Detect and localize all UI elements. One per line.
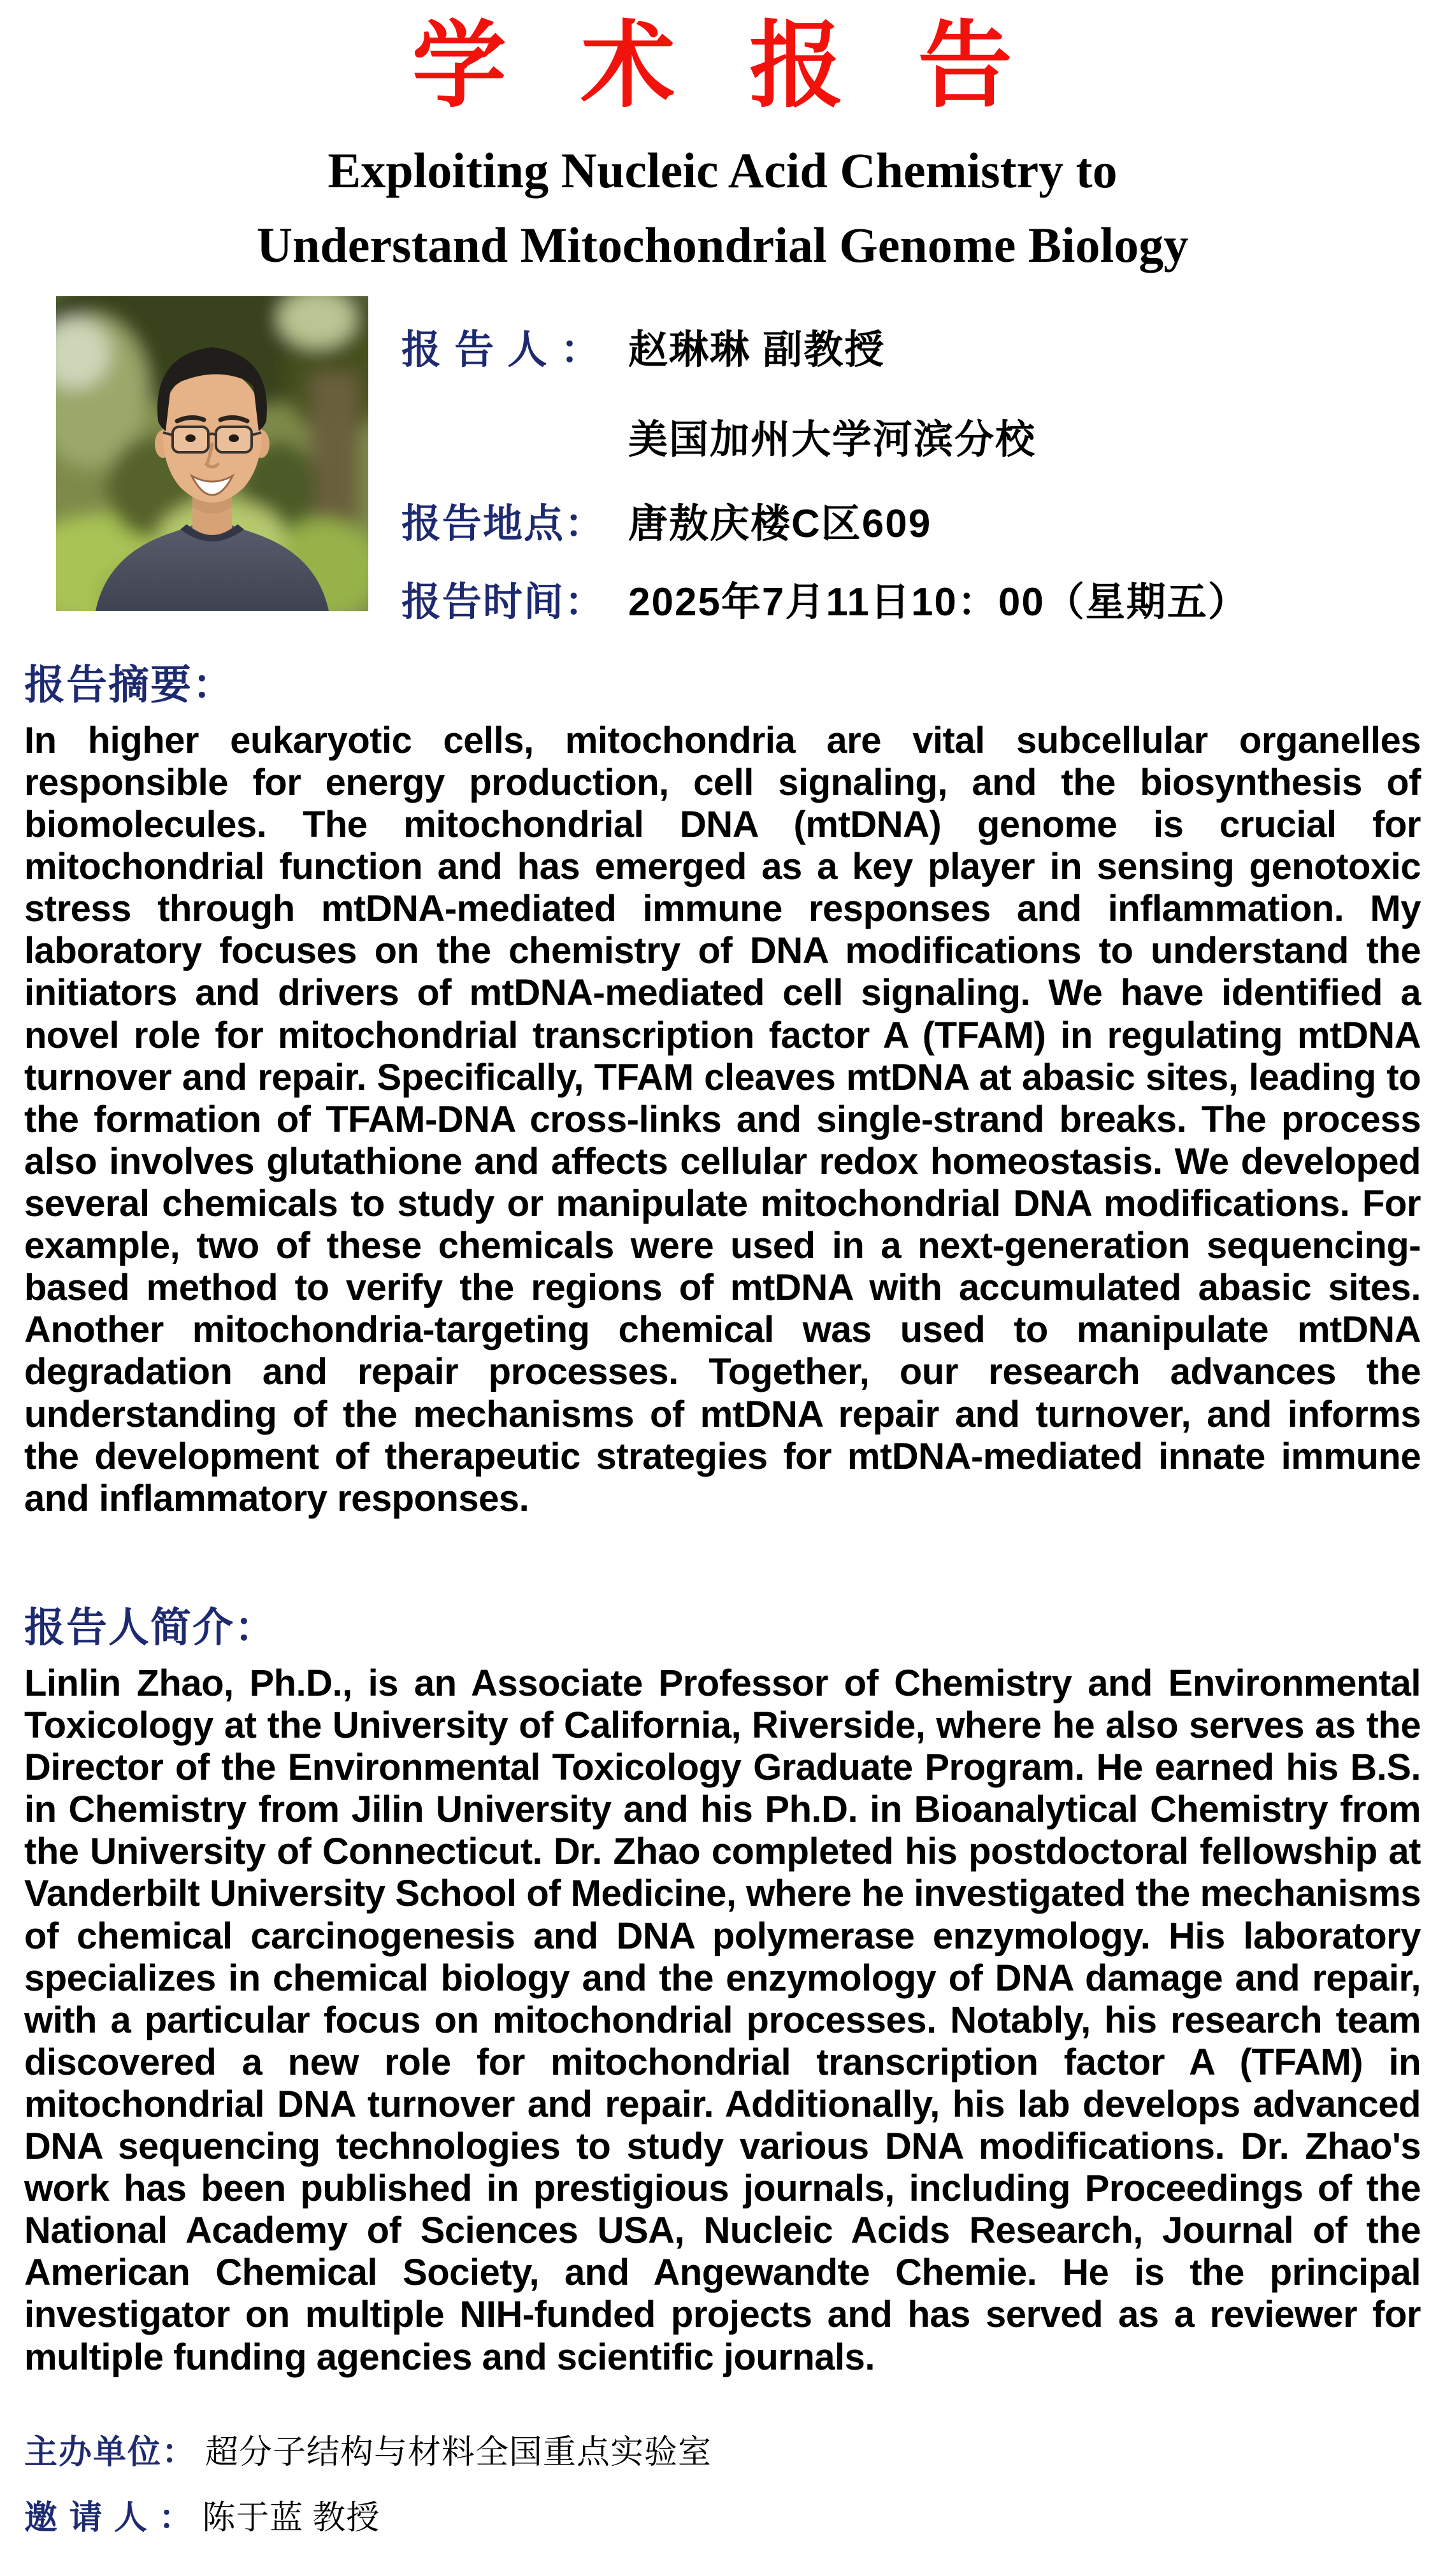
speaker-affiliation: 美国加州大学河滨分校 (628, 418, 1037, 462)
location-value: 唐敖庆楼C区609 (628, 501, 932, 546)
abstract-body: In higher eukaryotic cells, mitochondria are vital subcellular organelles responsible for energy production, cell signaling, and the biosynthesis of biomolecules. The mitochondrial DNA (mtDNA) genome is crucial for mitochondrial function and has emerged as a key player in sensing genotoxic stress through mtDNA-mediated immune responses and inflammation. My laboratory focuses on the chemistry of DNA modifications to understand the initiators and drivers of mtDNA-mediated cell signaling. We have identified a novel role for mitochondrial transcription factor A (TFAM) in regulating mtDNA turnover and repair. Specifically, TFAM cleaves mtDNA at abasic sites, leading to the formation of TFAM-DNA cross-links and single-strand breaks. The process also involves glutathione and affects cellular redox homeostasis. We developed several chemicals to study or manipulate mitochondrial DNA modifications. For example, two of these chemicals were used in a next-generation sequencing-based method to verify the regions of mtDNA with accumulated abasic sites. Another mitochondria-targeting chemical was used to manipulate mtDNA degradation and repair processes. Together, our research advances the understanding of the mechanisms of mtDNA repair and turnover, and informs the development of therapeutic strategies for mtDNA-mediated innate immune and inflammatory responses. (24, 719, 1421, 1519)
affiliation-row (401, 419, 1445, 461)
time-value: 2025年7月11日10：00（星期五） (628, 580, 1249, 624)
speaker-name: 赵琳琳 副教授 (628, 328, 886, 373)
time-label: 报告时间： (401, 580, 606, 624)
speaker-info-section (0, 296, 1445, 622)
inviter-row (24, 2500, 1421, 2537)
inviter-value: 陈于蓝 教授 (202, 2500, 380, 2537)
speaker-label: 报 告 人 ： (401, 328, 601, 373)
banner-title: 学 术 报 告 (412, 11, 1033, 120)
speaker-details (401, 296, 1445, 622)
host-value: 超分子结构与材料全国重点实验室 (205, 2435, 712, 2471)
bio-body: Linlin Zhao, Ph.D., is an Associate Professor of Chemistry and Environmental Toxicology at the University of California, Riverside, where he also serves as the Director of the Environmental Toxicology Graduate Program. He earned his B.S. in Chemistry from Jilin University and his Ph.D. in Bioanalytical Chemistry from the University of Connecticut. Dr. Zhao completed his postdoctoral fellowship at Vanderbilt University School of Medicine, where he investigated the mechanisms of chemical carcinogenesis and DNA polymerase enzymology. His laboratory specializes in chemical biology and the enzymology of DNA damage and repair, with a particular focus on mitochondrial processes. Notably, his research team discovered a new role for mitochondrial transcription factor A (TFAM) in mitochondrial DNA turnover and repair. Additionally, his lab develops advanced DNA sequencing technologies to study various DNA modifications. Dr. Zhao's work has been published in prestigious journals, including Proceedings of the National Academy of Sciences USA, Nucleic Acids Research, Journal of the American Chemical Society, and Angewandte Chemie. He is the principal investigator on multiple NIH-funded projects and has served as a reviewer for multiple funding agencies and scientific journals. (24, 1662, 1421, 2378)
time-row (401, 582, 1445, 623)
english-title (0, 133, 1445, 282)
speaker-row (401, 329, 1445, 371)
bio-heading: 报告人简介： (24, 1604, 277, 1650)
speaker-photo (56, 296, 368, 611)
inviter-label: 邀 请 人 ： (24, 2500, 194, 2537)
host-row (24, 2435, 1421, 2471)
footer-section (24, 2435, 1421, 2537)
abstract-heading: 报告摘要： (24, 661, 234, 708)
english-title-line1: Exploiting Nucleic Acid Chemistry to (327, 143, 1118, 199)
location-label: 报告地点： (401, 501, 606, 546)
location-row (401, 503, 1445, 545)
host-label: 主办单位： (24, 2434, 197, 2471)
english-title-line2: Understand Mitochondrial Genome Biology (256, 217, 1189, 273)
